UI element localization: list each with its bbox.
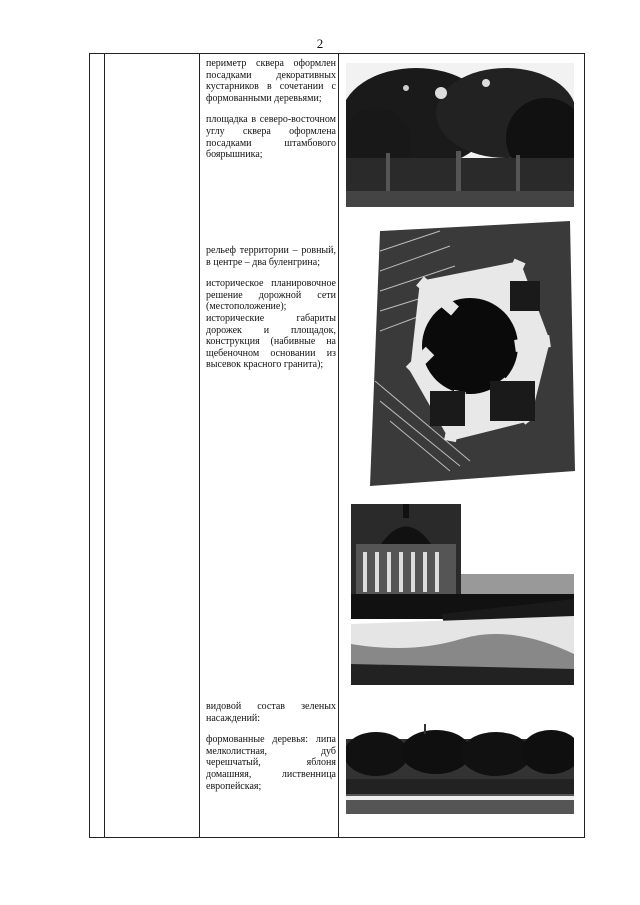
cathedral-square-photo [351,504,574,685]
paragraph: историческое планировочное решение дорожной сети (местоположение); исторические габариты дорожек и площадок, конструкция (набивные на щебеночном основании из высевок красного гранита); [206,278,336,371]
paragraph: формованные деревья: липа мелколистная, дуб черешчатый, яблоня домашняя, лиственница европейская; [206,734,336,792]
paragraph: рельеф территории – ровный, в центре – два буленгрина; [206,245,336,268]
page-number: 2 [316,36,324,51]
paragraph: периметр сквера оформлен посадками декоративных кустарников в сочетании с формованными деревьями; [206,58,336,104]
tree-canopy-photo [346,63,574,207]
aerial-square-photo [360,221,580,491]
row-1-text [206,58,336,161]
column-divider [199,54,200,837]
column-divider [338,54,339,837]
paragraph: видовой состав зеленых насаждений: [206,701,336,724]
column-divider [104,54,105,837]
paragraph: площадка в северо-восточном углу сквера оформлена посадками штамбового боярышника; [206,114,336,161]
row-3-text [206,701,336,792]
trees-row-photo [346,724,574,814]
document-table [89,53,585,838]
row-2-text [206,245,336,371]
